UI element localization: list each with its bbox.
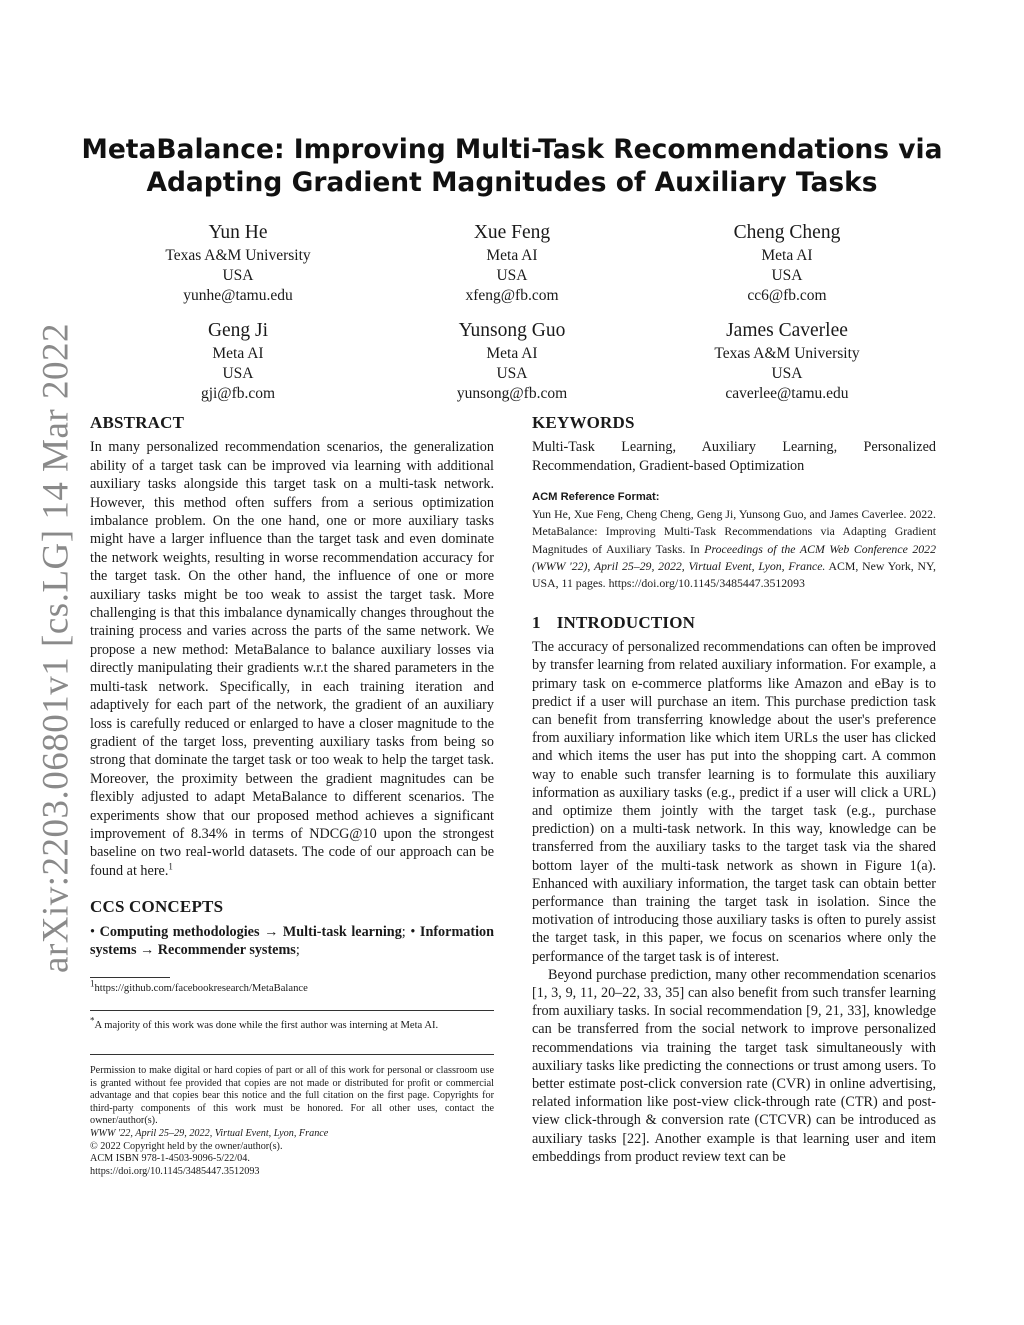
ccs-concepts (90, 923, 494, 960)
ccs-term: Recommender systems (157, 941, 296, 958)
acm-reference-label: ACM Reference Format: (532, 491, 660, 504)
isbn-line: ACM ISBN 978-1-4503-9096-5/22/04. (90, 1153, 250, 1165)
author-email: cc6@fb.com (747, 287, 827, 304)
author-email: xfeng@fb.com (465, 287, 559, 304)
footnote-star (90, 1015, 494, 1032)
author-affiliation: Texas A&M University (714, 345, 860, 362)
author-block (118, 221, 358, 306)
footnote-divider (90, 977, 170, 978)
keywords-section (532, 414, 936, 475)
author-country: USA (222, 365, 254, 382)
author-email: yunhe@tamu.edu (183, 287, 293, 304)
ccs-separator: ; • (401, 923, 420, 940)
author-country: USA (771, 267, 803, 284)
abstract-text: In many personalized recommendation scenarios, the generalization ability of a target task can be improved via learning with additional auxiliary tasks alongside this target task on a multi-task network. However, this method often suffers from a serious optimization imbalance problem. On the one hand, one or more auxiliary tasks might have a larger influence than the target task and even dominate the network weights, resulting in worse recommendation accuracy for the target task. On the other hand, the influence of one or more auxiliary tasks might be too weak to assist the target task. More challenging is that this imbalance dynamically changes throughout the training process and varies across the parts of the same network. We propose a new method: MetaBalance to balance auxiliary losses via directly manipulating their gradients w.r.t the shared parameters in the multi-task network. Specifically, in each training iteration and adaptively for each part of the network, the gradient of an auxiliary loss is carefully reduced or enlarged to have a closer magnitude to the gradient of the target loss, preventing auxiliary tasks from being so strong that dominate the target task or too weak to help the target task. Moreover, the proximity between the gradient magnitudes can be flexibly adjusted to adapt MetaBalance to different scenarios. The experiments show that our proposed method achieves a significant improvement of 8.34% in terms of NDCG@10 upon the strongest baseline on two real-world datasets. The code of our approach can be found at here. (90, 439, 494, 879)
intro-paragraph-1: The accuracy of personalized recommendations can often be improved by transfer learning from related auxiliary information. For example, a primary task on e-commerce platforms like Amazon and eBay is to predict if a user will purchase an item. This purchase prediction task can benefit from transferring knowledge about the user's preference from auxiliary information like which item URLs the user has clicked and which items the user has put into the shopping cart. A common way to enable such transfer learning is to formulate this auxiliary information as auxiliary tasks (e.g., predict if a user will click a URL) and optimize them jointly with the target task (e.g., purchase prediction) on a multi-task network. In this way, knowledge can be transferred from the auxiliary tasks to the target task via the shared bottom layer of the multi-task network as shown in Figure 1(a). Enhanced with auxiliary information, the target task can obtain better performance than training the target task in isolation. Since the motivation of introducing those auxiliary tasks is often to purely assist the target task, in this paper, we focus on scenarios where only the performance of the target task is of interest. (532, 639, 936, 965)
ccs-bullet: • (90, 923, 100, 940)
author-email: yunsong@fb.com (456, 385, 568, 402)
author-block (667, 319, 907, 404)
footnote-ref: 1 (168, 861, 173, 872)
author-country: USA (771, 365, 803, 382)
acm-reference (532, 489, 936, 592)
intro-paragraph-2: Beyond purchase prediction, many other recommendation scenarios [1, 3, 9, 11, 20–22, 33, 35] can also benefit from such transfer learning from auxiliary tasks. In social recommendation [9, 21, 33], knowledge can be transferred from the social network to improve personalized recommendations via training the target task simultaneously with auxiliary tasks like predicting the connections or trust among users. To better estimate post-click conversion rate (CVR) in online advertising, related information like post-view click-through rate (CTR) and post-view click-through & conversion rate (CTCVR) can be introduced as auxiliary tasks [22]. Another example is that learning user and item embeddings from product review text can be (532, 966, 936, 1165)
ccs-term: Multi-task learning (282, 923, 402, 940)
author-affiliation: Meta AI (486, 345, 538, 362)
abstract-section (90, 414, 494, 880)
author-affiliation: Meta AI (486, 247, 538, 264)
author-affiliation: Meta AI (212, 345, 264, 362)
footnote-divider (90, 1010, 494, 1011)
author-country: USA (496, 267, 528, 284)
keywords-heading: KEYWORDS (532, 413, 635, 432)
introduction-heading (532, 614, 936, 632)
author-name: Yun He (208, 222, 268, 243)
ccs-term: Computing methodologies (99, 923, 260, 940)
author-email: gji@fb.com (200, 385, 276, 402)
acm-reference-text (532, 506, 936, 591)
permission-text: Permission to make digital or hard copies of part or all of this work for personal or classroom use is granted without fee provided that copies are not made or distributed for profit or commercial advantage and that copies bear this notice and the full citation on the first page. Copyrights for third-party components of this work must be honored. For all other uses, contact the owner/author(s). (90, 1064, 494, 1127)
acm-reference-part: Yun He, Xue Feng, Cheng Cheng, Geng Ji, Yunsong Guo, and James Caverlee. 2022. MetaBalance: Improving Multi-Task Recommendations via Adapting Gradient Magnitudes of Auxiliary Tasks. In (532, 507, 936, 556)
footnote-text: https://github.com/facebookresearch/MetaBalance (94, 983, 308, 995)
author-affiliation: Texas A&M University (165, 247, 311, 264)
author-name: Cheng Cheng (733, 222, 841, 243)
permission-block (90, 1054, 494, 1178)
ccs-concepts-section (90, 898, 494, 959)
footnote-mark: 1 (90, 978, 95, 989)
section-title: INTRODUCTION (556, 612, 696, 632)
author-name: Geng Ji (207, 320, 269, 341)
acm-reference-part: ACM, New York, NY, USA, 11 pages. https://doi.org/10.1145/3485447.3512093 (532, 558, 936, 590)
author-country: USA (222, 267, 254, 284)
introduction-section (532, 614, 936, 1166)
author-block (392, 319, 632, 404)
author-affiliation: Meta AI (761, 247, 813, 264)
footnote-1 (90, 978, 494, 995)
arxiv-identifier: arXiv:2203.06801v1 [cs.LG] 14 Mar 2022 (35, 323, 77, 973)
keywords-text: Multi-Task Learning, Auxiliary Learning, Personalized Recommendation, Gradient-based Optimization (532, 439, 936, 474)
left-column (90, 414, 494, 1178)
title-line-2: Adapting Gradient Magnitudes of Auxiliary Tasks (146, 167, 878, 198)
doi-line: https://doi.org/10.1145/3485447.3512093 (90, 1165, 260, 1177)
acm-reference-proceedings: Proceedings of the ACM Web Conference 2022 (WWW '22), April 25–29, 2022, Virtual Event, Lyon, France. (532, 541, 936, 573)
venue-line: WWW '22, April 25–29, 2022, Virtual Event, Lyon, France (90, 1127, 329, 1139)
ccs-end: ; (295, 941, 300, 958)
author-country: USA (496, 365, 528, 382)
title-line-1: MetaBalance: Improving Multi-Task Recommendations via (81, 134, 943, 165)
author-email: caverlee@tamu.edu (725, 385, 849, 402)
section-number: 1 (532, 612, 541, 632)
ccs-arrow: → (136, 941, 158, 958)
ccs-term: Information systems (90, 923, 495, 958)
author-name: Yunsong Guo (458, 320, 566, 341)
paper-title (0, 133, 1024, 199)
copyright-line: © 2022 Copyright held by the owner/author(s). (90, 1140, 283, 1152)
right-column (532, 414, 936, 1166)
abstract-heading: ABSTRACT (90, 413, 185, 432)
author-name: James Caverlee (726, 320, 848, 341)
footnote-mark: * (90, 1015, 95, 1026)
footnote-text: A majority of this work was done while the first author was interning at Meta AI. (94, 1019, 439, 1031)
ccs-arrow: → (259, 923, 283, 940)
author-name: Xue Feng (473, 222, 551, 243)
ccs-heading: CCS CONCEPTS (90, 897, 224, 917)
author-block (118, 319, 358, 404)
abstract-body (90, 438, 494, 880)
author-block (392, 221, 632, 306)
author-block (667, 221, 907, 306)
